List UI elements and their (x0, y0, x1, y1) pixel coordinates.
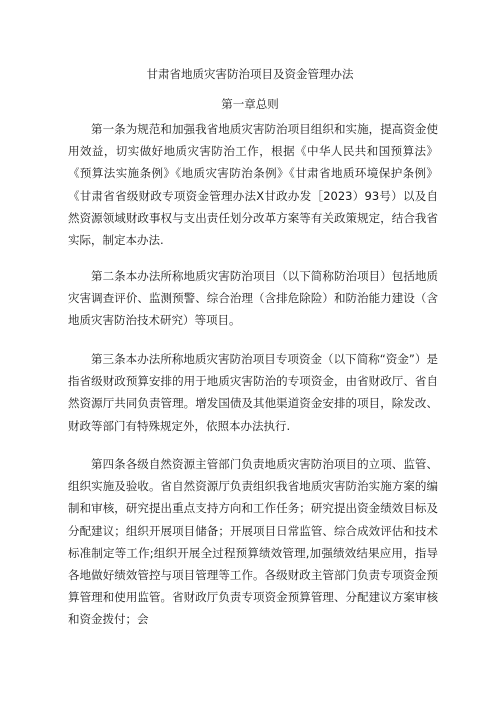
chapter-heading: 第一章总则 (221, 97, 279, 111)
article-2-paragraph: 第二条本办法所称地质灾害防治项目（以下简称防治项目）包括地质灾害调查评价、监测预警、综合治理（含排危除险）和防治能力建设（含地质灾害防治技术研究）等项目。 (68, 269, 438, 328)
article-4-paragraph: 第四条各级自然资源主管部门负责地质灾害防治项目的立项、监管、组织实施及验收。省自然资源厅负责组织我省地质灾害防治实施方案的编制和审核，研究提出重点支持方向和工作任务；研究提出资金绩效目标及分配建议；组织开展项目储备；开展项目日常监管、综合成效评估和技术标准制定等工作;组织开展全过程预算绩效管理,加强绩效结果应用，指导各地做好绩效管控与项目管理等工作。各级财政主管部门负责专项资金预算管理和使用监管。省财政厅负责专项资金预算管理、分配建议方案审核和资金拨付；会 (68, 457, 438, 627)
document-title: 甘肃省地质灾害防治项目及资金管理办法 (146, 67, 354, 81)
article-3-paragraph: 第三条本办法所称地质灾害防治项目专项资金（以下简称“资金”）是指省级财政预算安排的用于地质灾害防治的专项资金，由省财政厅、省自然资源厅共同负责管理。增发国债及其他渠道资金安排的项目，除发改、财政等部门有特殊规定外，依照本办法执行. (68, 352, 438, 433)
article-1-paragraph: 第一条为规范和加强我省地质灾害防治项目组织和实施，提高资金使用效益，切实做好地质灾害防治工作，根据《中华人民共和国预算法》《预算法实施条例》《地质灾害防治条例》《甘肃省地质环境保护条例》《甘肃省省级财政专项资金管理办法X甘政办发［2023）93号）以及自然资源领域财政事权与支出责任划分改革方案等有关政策规定，结合我省实际，制定本办法. (68, 122, 438, 248)
